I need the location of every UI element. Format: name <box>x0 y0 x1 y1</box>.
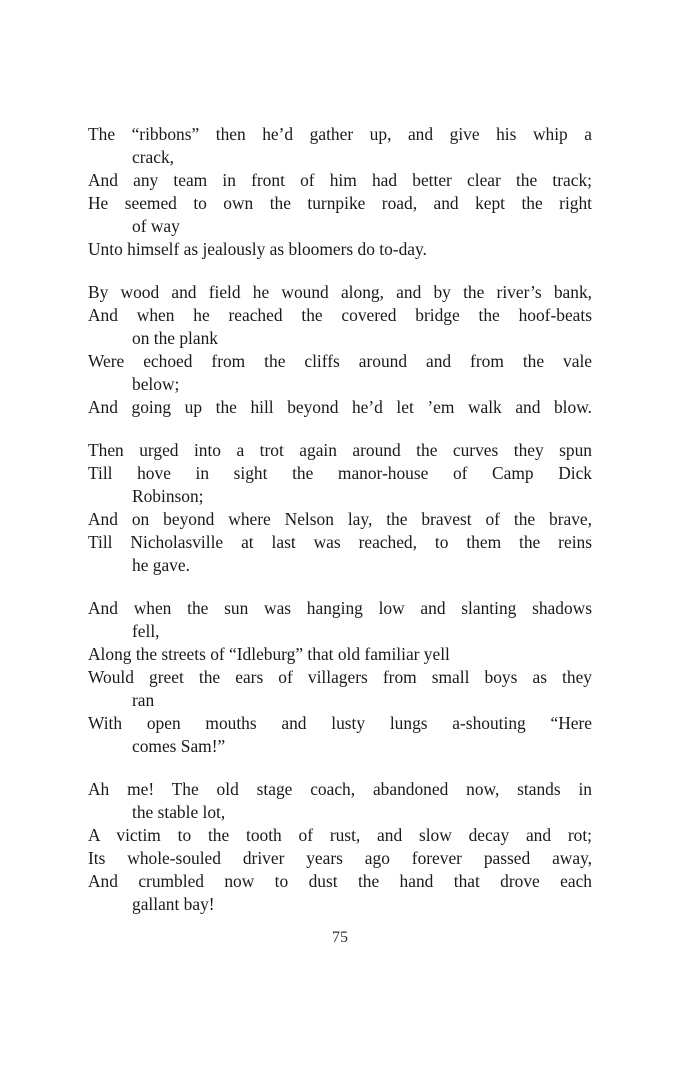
poem-line: He seemed to own the turnpike road, and kept the right <box>88 193 592 213</box>
poem-line: Till hove in sight the manor-house of Camp Dick <box>88 463 592 483</box>
poem-line-continuation: he gave. <box>132 555 190 575</box>
poem-line: With open mouths and lusty lungs a-shouting “Here <box>88 713 592 733</box>
stanza <box>88 281 592 419</box>
poem-line: And when the sun was hanging low and slanting shadows <box>88 598 592 618</box>
poem-line: Along the streets of “Idleburg” that old familiar yell <box>88 644 450 664</box>
poem-line-continuation: fell, <box>132 621 160 641</box>
poem-line: And on beyond where Nelson lay, the bravest of the brave, <box>88 509 592 529</box>
stanza <box>88 123 592 261</box>
poem-line-continuation: ran <box>132 690 155 710</box>
poem-line: A victim to the tooth of rust, and slow decay and rot; <box>88 825 592 845</box>
poem-line-continuation: the stable lot, <box>132 802 226 822</box>
poem-line: Would greet the ears of villagers from small boys as they <box>88 667 592 687</box>
poem-line-continuation: below; <box>132 374 180 394</box>
page-number: 75 <box>332 929 348 946</box>
poem-line: And crumbled now to dust the hand that drove each <box>88 871 592 891</box>
poem-line: Its whole-souled driver years ago forever passed away, <box>88 848 592 868</box>
stanza <box>88 597 592 758</box>
poem-line-continuation: on the plank <box>132 328 218 348</box>
poem-line-continuation: crack, <box>132 147 174 167</box>
poem-line: Then urged into a trot again around the curves they spun <box>88 440 592 460</box>
poem-line: The “ribbons” then he’d gather up, and give his whip a <box>88 124 592 144</box>
stanza <box>88 439 592 577</box>
stanza <box>88 778 592 916</box>
poem-line: Till Nicholasville at last was reached, to them the reins <box>88 532 592 552</box>
poem-line: Unto himself as jealously as bloomers do to-day. <box>88 239 427 259</box>
poem-body <box>88 123 592 936</box>
poem-line: Ah me! The old stage coach, abandoned now, stands in <box>88 779 592 799</box>
poem-line-continuation: gallant bay! <box>132 894 215 914</box>
poem-line-continuation: Robinson; <box>132 486 204 506</box>
poem-line-continuation: comes Sam!” <box>132 736 226 756</box>
poem-line-continuation: of way <box>132 216 180 236</box>
poem-line: By wood and field he wound along, and by the river’s bank, <box>88 282 592 302</box>
poem-line: And when he reached the covered bridge the hoof-beats <box>88 305 592 325</box>
poem-line: And any team in front of him had better clear the track; <box>88 170 592 190</box>
poem-line: Were echoed from the cliffs around and from the vale <box>88 351 592 371</box>
poem-line: And going up the hill beyond he’d let ’em walk and blow. <box>88 397 592 417</box>
